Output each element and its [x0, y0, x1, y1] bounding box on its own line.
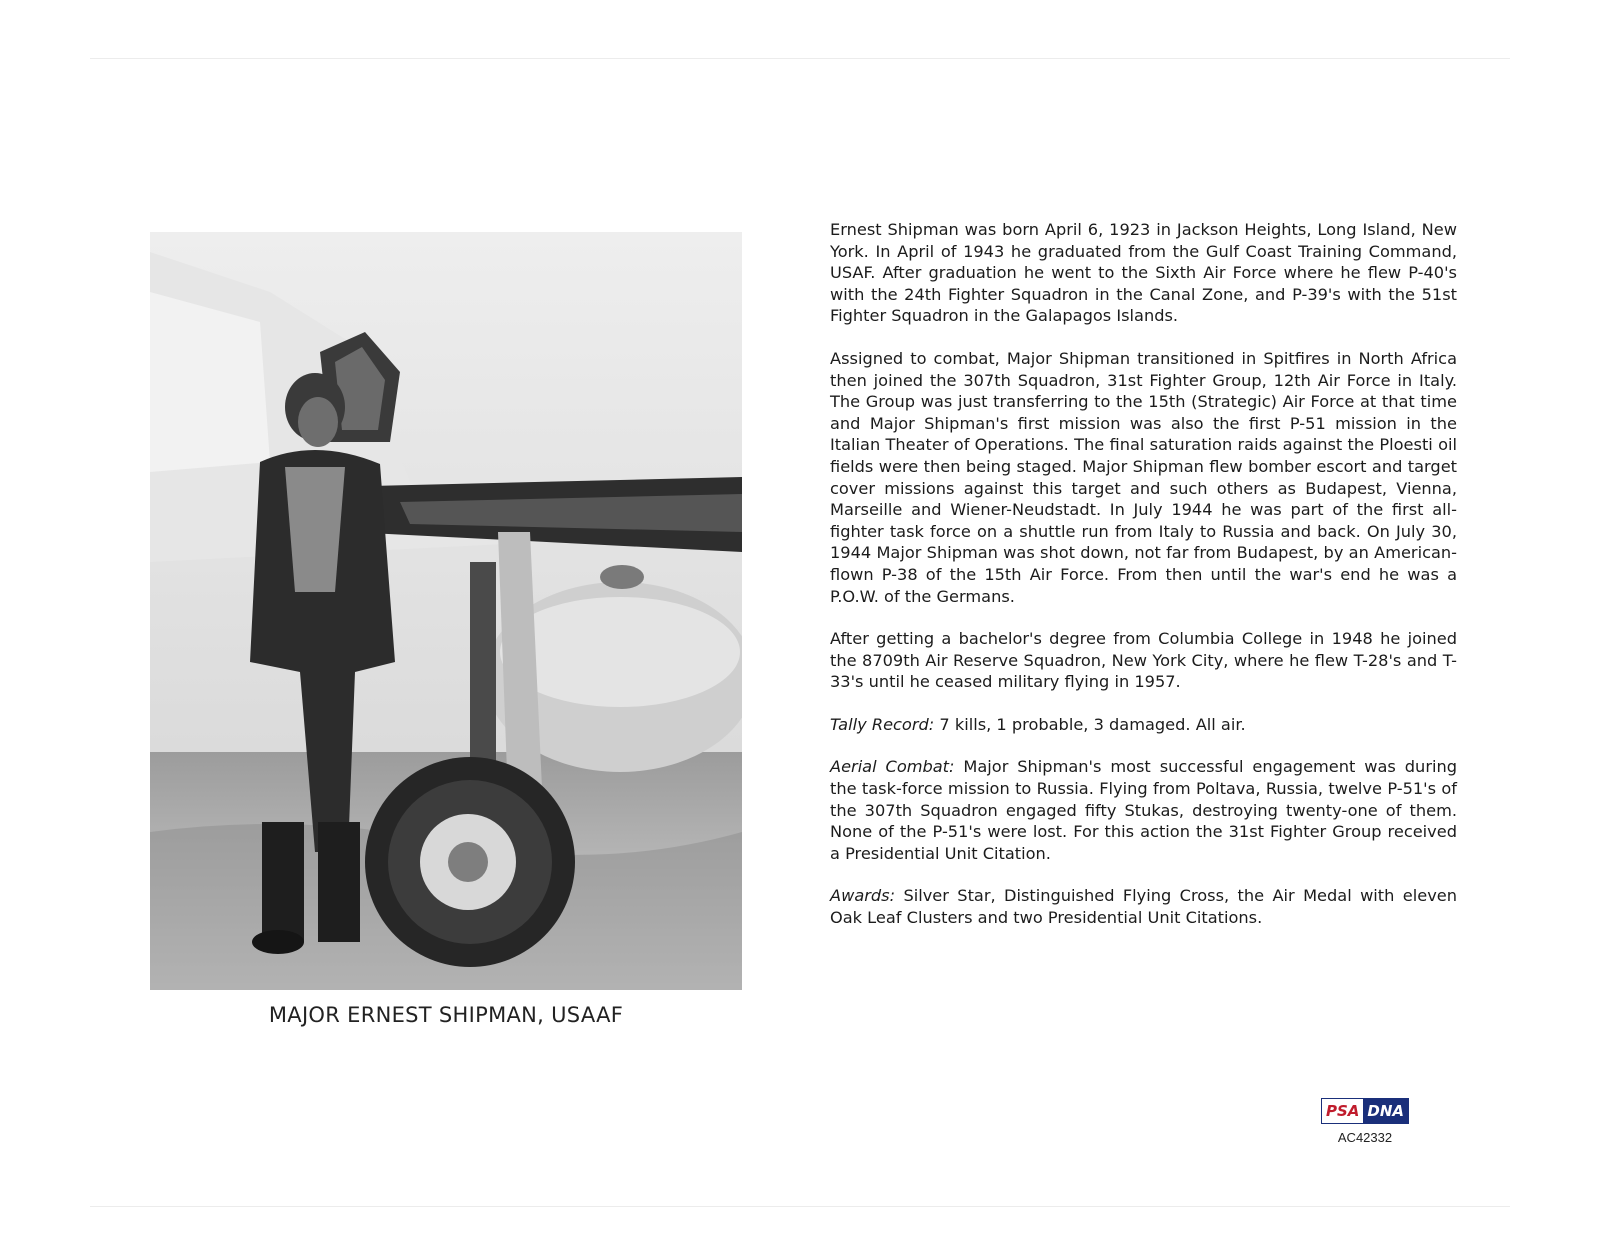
bio-paragraph-early-career: Ernest Shipman was born April 6, 1923 in Jackson Heights, Long Island, New York. In April of 1943 he graduated from the Gulf Coast Training Command, USAF. After graduation he went to the Sixth Air Force where he flew P-40's with the 24th Fighter Squadron in the Canal Zone, and P-39's with the 51st Fighter Squadron in the Galapagos Islands.: [830, 220, 1457, 326]
authentication-sticker: [1305, 1098, 1425, 1145]
aerial-combat-text: Major Shipman's most successful engagement was during the task-force mission to Russia. Flying from Poltava, Russia, twelve P-51's of the 307th Squadron engaged fifty Stukas, destroying twenty-one of them. None of the P-51's were lost. For this action the 31st Fighter Group received a Presidential Unit Citation.: [830, 757, 1458, 863]
awards-text: Silver Star, Distinguished Flying Cross, the Air Medal with eleven Oak Leaf Clusters and two Presidential Unit Citations.: [830, 886, 1458, 928]
psa-logo-text: PSA: [1322, 1099, 1363, 1123]
bio-paragraph-combat: Assigned to combat, Major Shipman transitioned in Spitfires in North Africa then joined the 307th Squadron, 31st Fighter Group, 12th Air Force in Italy. The Group was just transferring to the 15th (Strategic) Air Force at that time and Major Shipman's first mission was also the first P-51 mission in the Italian Theater of Operations. The final saturation raids against the Ploesti oil fields were then being staged. Major Shipman flew bomber escort and target cover missions against this target and such others as Budapest, Vienna, Marseille and Wiener-Neudstadt. In July 1944 he was part of the first all-fighter task force on a shuttle run from Italy to Russia and back. On July 30, 1944 Major Shipman was shot down, not far from Budapest, by an American-flown P-38 of the 15th Air Force. From then until the war's end he was a P.O.W. of the Germans.: [830, 348, 1457, 606]
certificate-id: AC42332: [1337, 1130, 1393, 1145]
photo-caption: MAJOR ERNEST SHIPMAN, USAAF: [268, 1003, 624, 1027]
aerial-combat-label: Aerial Combat:: [830, 757, 955, 777]
dna-logo-text: DNA: [1363, 1099, 1408, 1123]
tally-record-text: 7 kills, 1 probable, 3 damaged. All air.: [939, 714, 1246, 734]
page-edge-bottom: [90, 1206, 1510, 1207]
awards-label: Awards:: [830, 886, 896, 906]
psa-dna-logo: [1321, 1098, 1409, 1124]
biography-text: [830, 219, 1457, 950]
bio-paragraph-post-war: After getting a bachelor's degree from Columbia College in 1948 he joined the 8709th Air Reserve Squadron, New York City, where he flew T-28's and T-33's until he ceased military flying in 1957.: [830, 629, 1457, 692]
aerial-combat: [830, 756, 1457, 864]
tally-record-label: Tally Record:: [830, 714, 935, 734]
tally-record: [830, 714, 1457, 736]
pilot-photograph: [150, 232, 742, 990]
page-edge-top: [90, 58, 1510, 59]
awards: [830, 885, 1457, 928]
